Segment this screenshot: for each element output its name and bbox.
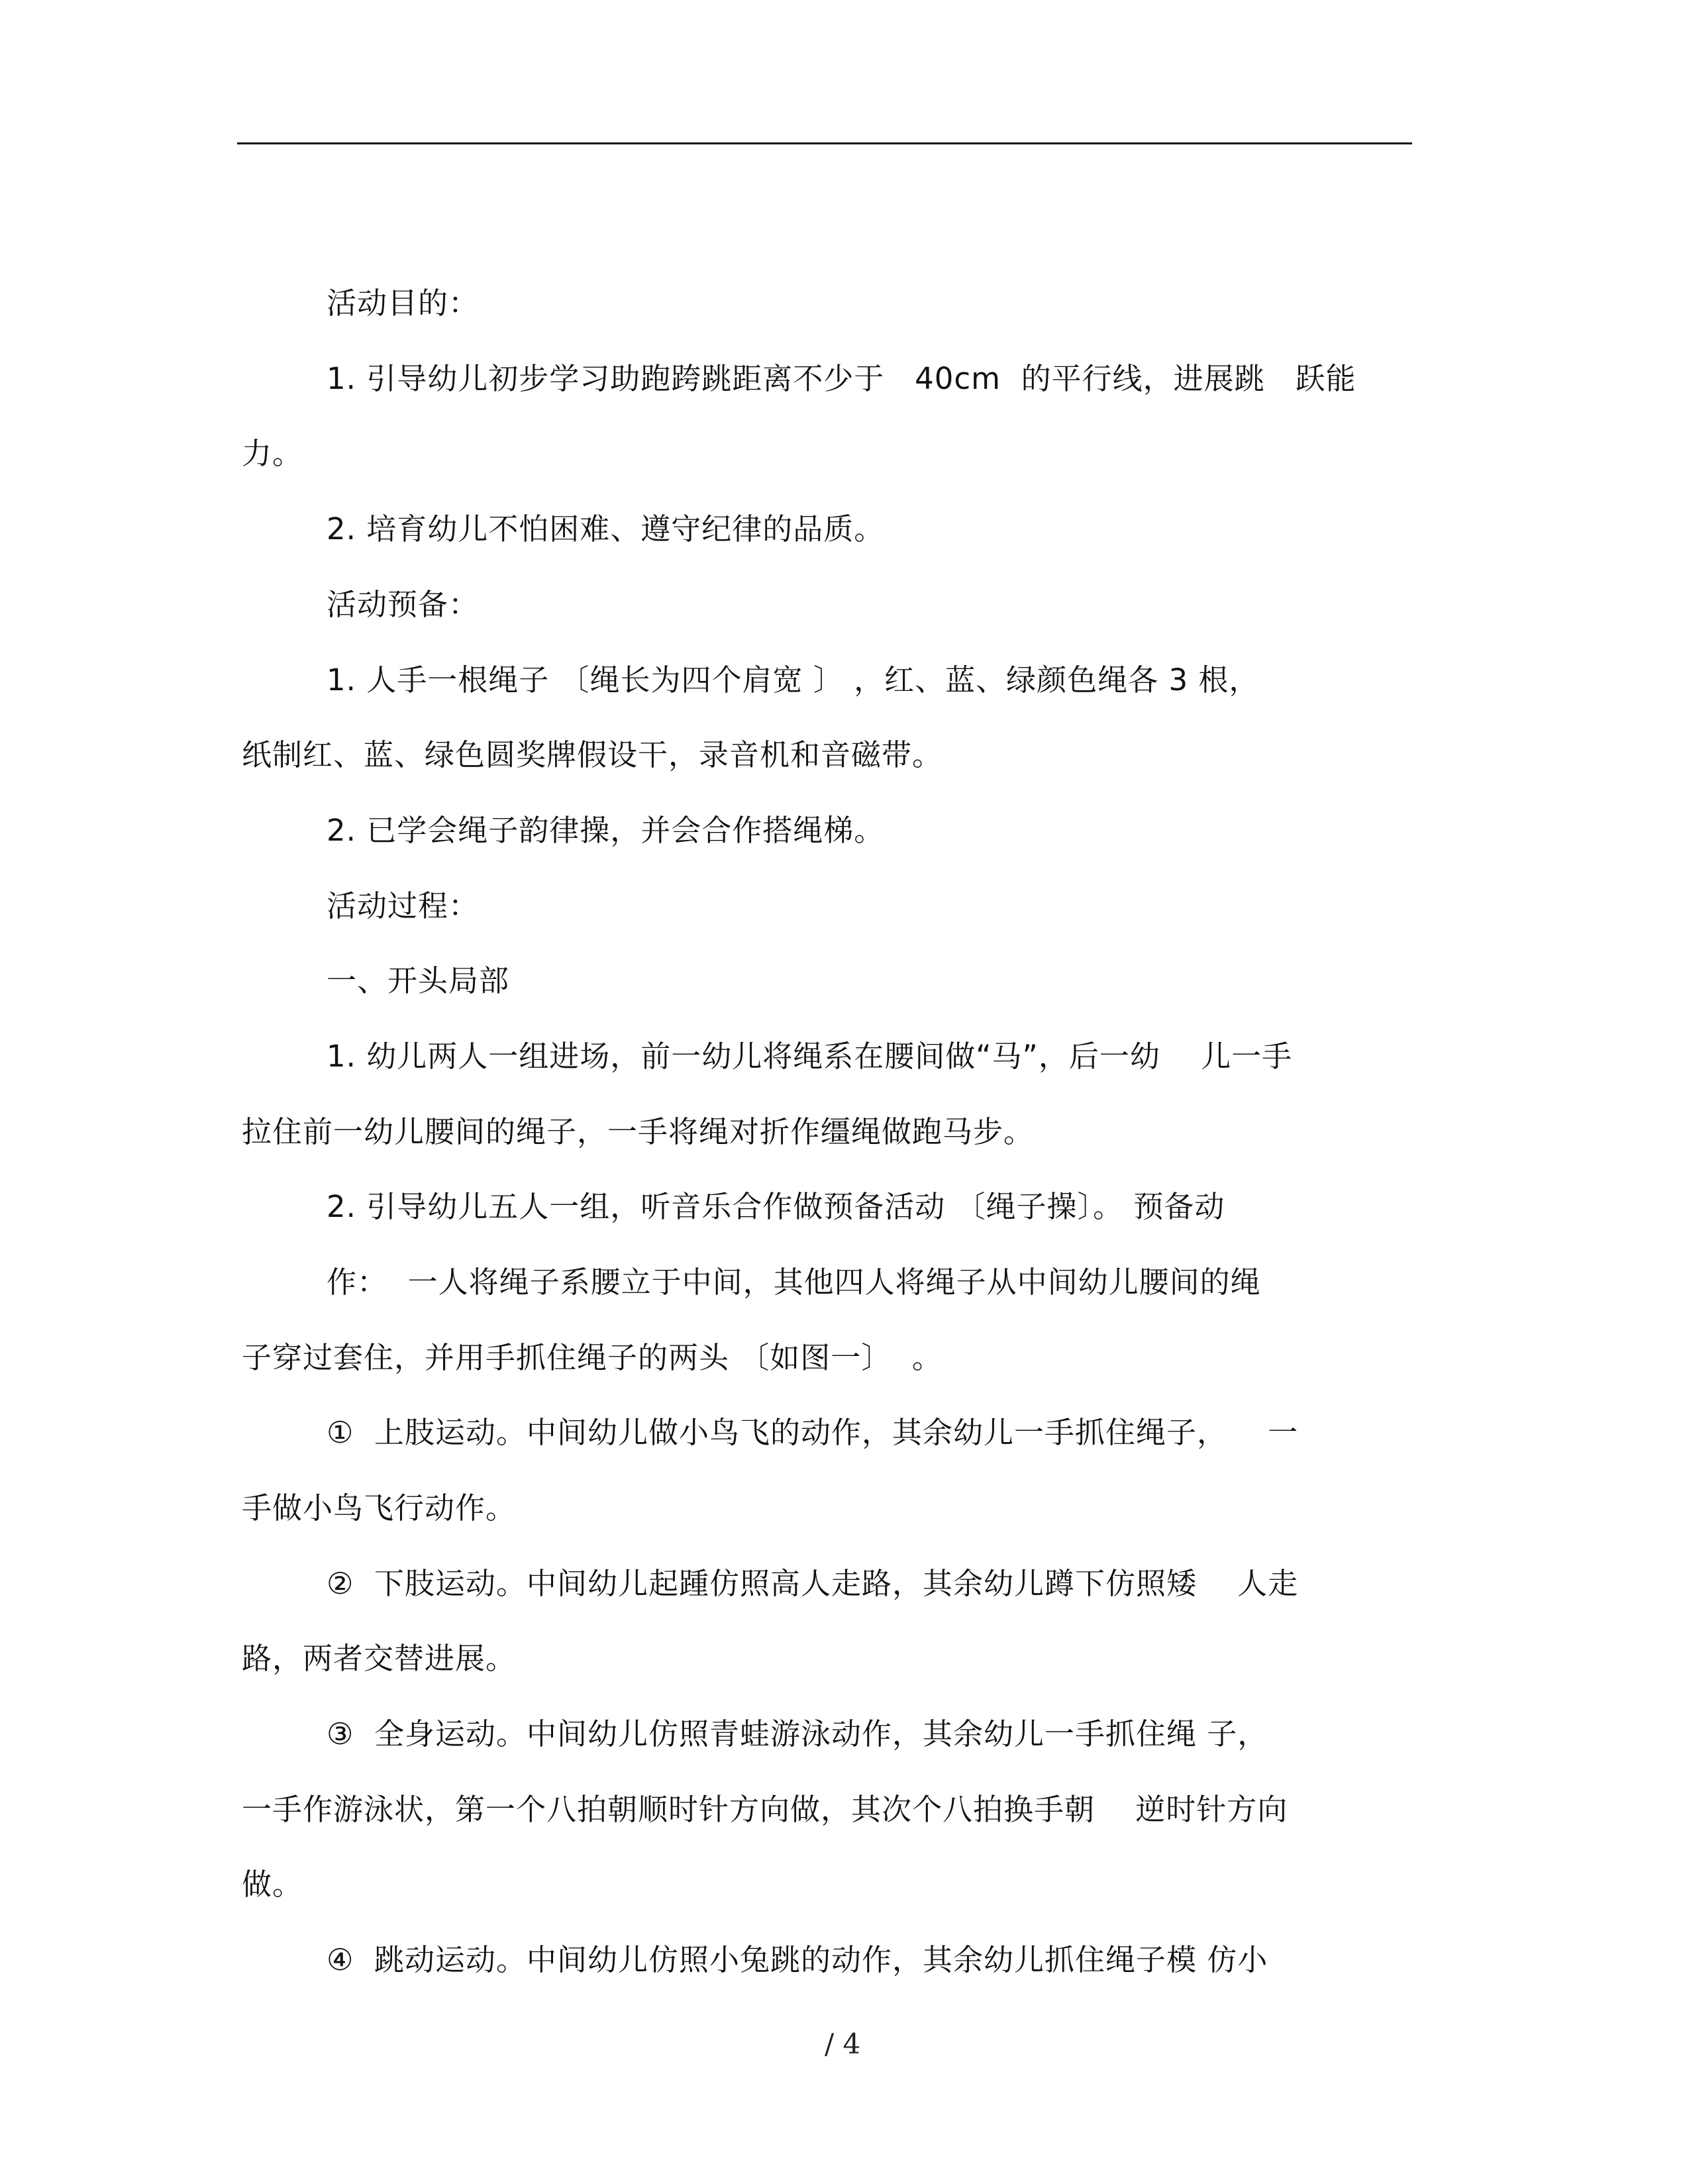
paragraph-line: 力。 [242,436,303,471]
section-heading-process: 活动过程： [327,888,480,923]
paragraph-line: ④ 跳动运动。中间幼儿仿照小兔跳的动作，其余幼儿抓住绳子模 仿小 [327,1942,1268,1977]
section-heading-preparation: 活动预备： [327,587,480,622]
page-number: / 4 [825,2028,861,2060]
paragraph-line: 手做小鸟飞行动作。 [242,1490,517,1526]
paragraph-line: 1. 引导幼儿初步学习助跑跨跳距离不少于 40cm 的平行线，进展跳 跃能 [327,361,1356,396]
paragraph-line: 1. 人手一根绳子 〔绳长为四个肩宽 〕 ，红、蓝、绿颜色绳各 3 根， [327,662,1260,698]
paragraph-line: 纸制红、蓝、绿色圆奖牌假设干，录音机和音磁带。 [242,737,943,772]
header-rule [237,142,1412,144]
paragraph-line: 子穿过套住，并用手抓住绳子的两头 〔如图一〕 。 [242,1340,943,1375]
paragraph-line: 2. 已学会绳子韵律操，并会合作搭绳梯。 [327,813,885,848]
paragraph-line: 1. 幼儿两人一组进场，前一幼儿将绳系在腰间做“马”，后一幼 儿一手 [327,1039,1293,1074]
paragraph-line: 2. 培育幼儿不怕困难、遵守纪律的品质。 [327,511,885,546]
section-heading-purpose: 活动目的： [327,286,480,321]
paragraph-line: 2. 引导幼儿五人一组，听音乐合作做预备活动 〔绳子操〕。 预备动 [327,1189,1225,1224]
subsection-heading: 一、开头局部 [327,963,510,998]
paragraph-line: 一手作游泳状，第一个八拍朝顺时针方向做，其次个八拍换手朝 逆时针方向 [242,1792,1288,1827]
paragraph-line: 拉住前一幼儿腰间的绳子，一手将绳对折作缰绳做跑马步。 [242,1114,1035,1149]
paragraph-line: ① 上肢运动。中间幼儿做小鸟飞的动作，其余幼儿一手抓住绳子， 一 [327,1415,1299,1450]
paragraph-line: 做。 [242,1867,303,1902]
paragraph-line: 路，两者交替进展。 [242,1641,517,1676]
paragraph-line: ② 下肢运动。中间幼儿起踵仿照高人走路，其余幼儿蹲下仿照矮 人走 [327,1566,1299,1601]
paragraph-line: ③ 全身运动。中间幼儿仿照青蛙游泳动作，其余幼儿一手抓住绳 子， [327,1716,1268,1751]
paragraph-line: 作： 一人将绳子系腰立于中间，其他四人将绳子从中间幼儿腰间的绳 [327,1265,1261,1300]
